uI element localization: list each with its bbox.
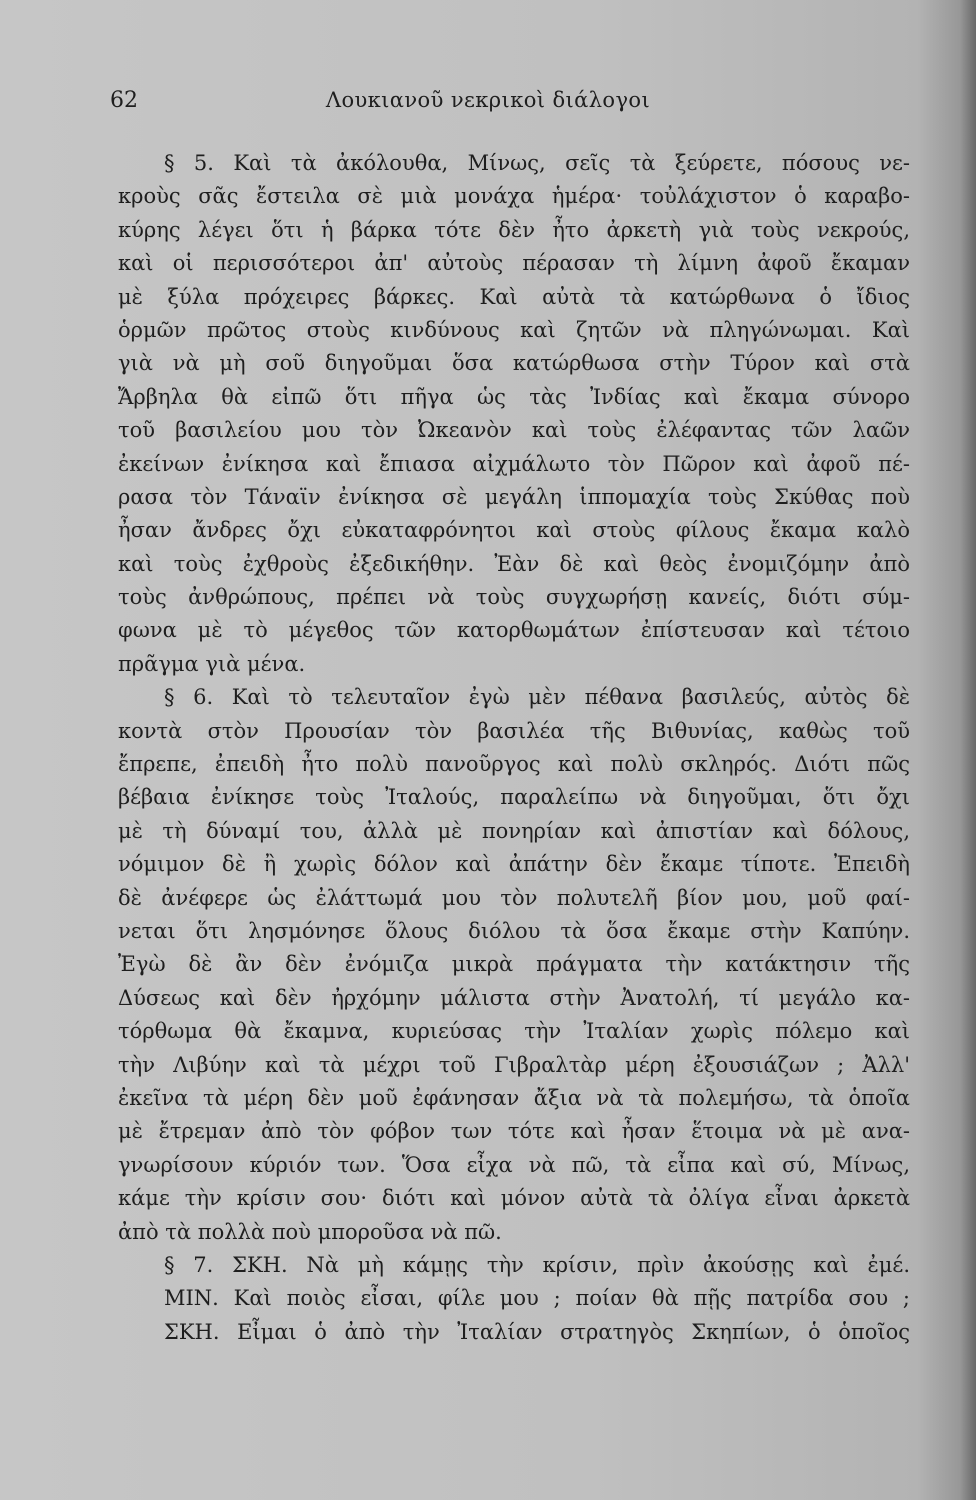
text-line: νόμιμον δὲ ἢ χωρὶς δόλον καὶ ἀπάτην δὲν ἔκαμε τίποτε. Ἐπειδὴ	[118, 852, 910, 877]
text-line: μὲ τὴ δύναμί του, ἀλλὰ μὲ πονηρίαν καὶ ἀπιστίαν καὶ δόλους,	[118, 818, 910, 843]
text-line: Δύσεως καὶ δὲν ἠρχόμην μάλιστα στὴν Ἀνατολή, τί μεγάλο κα-	[118, 985, 910, 1010]
text-line: κύρης λέγει ὅτι ἡ βάρκα τότε δὲν ἦτο ἀρκετὴ γιὰ τοὺς νεκρούς,	[118, 217, 910, 242]
text-line: ἦσαν ἄνδρες ὄχι εὐκαταφρόνητοι καὶ στοὺς φίλους ἔκαμα καλὸ	[118, 518, 910, 543]
body-text	[118, 147, 910, 1349]
text-line: καὶ τοὺς ἐχθροὺς ἐξεδικήθην. Ἐὰν δὲ καὶ θεὸς ἐνομιζόμην ἀπὸ	[118, 551, 910, 576]
text-line: § 7. ΣΚΗ. Νὰ μὴ κάμῃς τὴν κρίσιν, πρὶν ἀκούσῃς καὶ ἐμέ.	[164, 1252, 910, 1277]
text-line: κοντὰ στὸν Προυσίαν τὸν βασιλέα τῆς Βιθυνίας, καθὼς τοῦ	[118, 718, 910, 743]
text-line: κροὺς σᾶς ἔστειλα σὲ μιὰ μονάχα ἡμέρα· τοὐλάχιστον ὁ καραβο-	[118, 184, 910, 209]
text-line: γνωρίσουν κύριόν των. Ὅσα εἶχα νὰ πῶ, τὰ εἶπα καὶ σύ, Μίνως,	[118, 1152, 910, 1177]
text-line: Ἐγὼ δὲ ἂν δὲν ἐνόμιζα μικρὰ πράγματα τὴν κατάκτησιν τῆς	[118, 952, 910, 977]
running-title: Λουκιανοῦ νεκρικοὶ διάλογοι	[325, 88, 651, 112]
text-line: μὲ ξύλα πρόχειρες βάρκες. Καὶ αὐτὰ τὰ κατώρθωνα ὁ ἴδιος	[118, 284, 910, 309]
text-line: ἀπὸ τὰ πολλὰ ποὺ μποροῦσα νὰ πῶ.	[118, 1219, 502, 1244]
text-line: καὶ οἱ περισσότεροι ἀπ' αὐτοὺς πέρασαν τὴ λίμνη ἀφοῦ ἔκαμαν	[118, 251, 910, 276]
text-line: § 6. Καὶ τὸ τελευταῖον ἐγὼ μὲν πέθανα βασιλεύς, αὐτὸς δὲ	[164, 685, 910, 710]
text-line: κάμε τὴν κρίσιν σου· διότι καὶ μόνον αὐτὰ τὰ ὀλίγα εἶναι ἀρκετὰ	[118, 1186, 910, 1211]
text-line: τοὺς ἀνθρώπους, πρέπει νὰ τοὺς συγχωρήσῃ κανείς, διότι σύμ-	[118, 585, 910, 610]
text-line: μὲ ἔτρεμαν ἀπὸ τὸν φόβον των τότε καὶ ἦσαν ἕτοιμα νὰ μὲ ανα-	[118, 1119, 910, 1144]
text-line: Ἄρβηλα θὰ εἰπῶ ὅτι πῆγα ὡς τὰς Ἰνδίας καὶ ἔκαμα σύνορο	[118, 384, 910, 409]
text-line: τόρθωμα θὰ ἔκαμνα, κυριεύσας τὴν Ἰταλίαν χωρὶς πόλεμο καὶ	[118, 1019, 910, 1044]
text-line: ρασα τὸν Τάναϊν ἐνίκησα σὲ μεγάλη ἱππομαχία τοὺς Σκύθας ποὺ	[118, 484, 910, 509]
text-line: πρᾶγμα γιὰ μένα.	[118, 651, 306, 676]
text-line: τὴν Λιβύην καὶ τὰ μέχρι τοῦ Γιβραλτὰρ μέρη ἐξουσιάζων ; Ἀλλ'	[118, 1052, 910, 1077]
text-line: ὁρμῶν πρῶτος στοὺς κινδύνους καὶ ζητῶν νὰ πληγώνωμαι. Καὶ	[118, 317, 910, 342]
text-line: φωνα μὲ τὸ μέγεθος τῶν κατορθωμάτων ἐπίστευσαν καὶ τέτοιο	[118, 618, 910, 643]
text-line: ἔπρεπε, ἐπειδὴ ἦτο πολὺ πανοῦργος καὶ πολὺ σκληρός. Διότι πῶς	[118, 752, 910, 777]
text-line: γιὰ νὰ μὴ σοῦ διηγοῦμαι ὅσα κατώρθωσα στὴν Τύρον καὶ στὰ	[118, 351, 910, 376]
text-line: ΣΚΗ. Εἶμαι ὁ ἀπὸ τὴν Ἰταλίαν στρατηγὸς Σκηπίων, ὁ ὁποῖος	[164, 1319, 910, 1344]
page-header	[0, 88, 976, 118]
text-line: τοῦ βασιλείου μου τὸν Ὠκεανὸν καὶ τοὺς ἐλέφαντας τῶν λαῶν	[118, 418, 910, 443]
page-number: 62	[110, 88, 138, 113]
text-line: βέβαια ἐνίκησε τοὺς Ἰταλούς, παραλείπω νὰ διηγοῦμαι, ὅτι ὄχι	[118, 785, 910, 810]
text-line: ΜΙΝ. Καὶ ποιὸς εἶσαι, φίλε μου ; ποίαν θὰ πῇς πατρίδα σου ;	[164, 1286, 910, 1311]
text-line: νεται ὅτι λησμόνησε ὅλους διόλου τὰ ὅσα ἔκαμε στὴν Καπύην.	[118, 918, 910, 943]
text-line: δὲ ἀνέφερε ὡς ἐλάττωμά μου τὸν πολυτελῆ βίον μου, μοῦ φαί-	[118, 885, 910, 910]
text-line: ἐκείνων ἐνίκησα καὶ ἔπιασα αἰχμάλωτο τὸν Πῶρον καὶ ἀφοῦ πέ-	[118, 451, 910, 476]
text-line: ἐκεῖνα τὰ μέρη δὲν μοῦ ἐφάνησαν ἄξια νὰ τὰ πολεμήσω, τὰ ὁποῖα	[118, 1085, 910, 1110]
text-line: § 5. Καὶ τὰ ἀκόλουθα, Μίνως, σεῖς τὰ ξεύρετε, πόσους νε-	[164, 151, 910, 175]
